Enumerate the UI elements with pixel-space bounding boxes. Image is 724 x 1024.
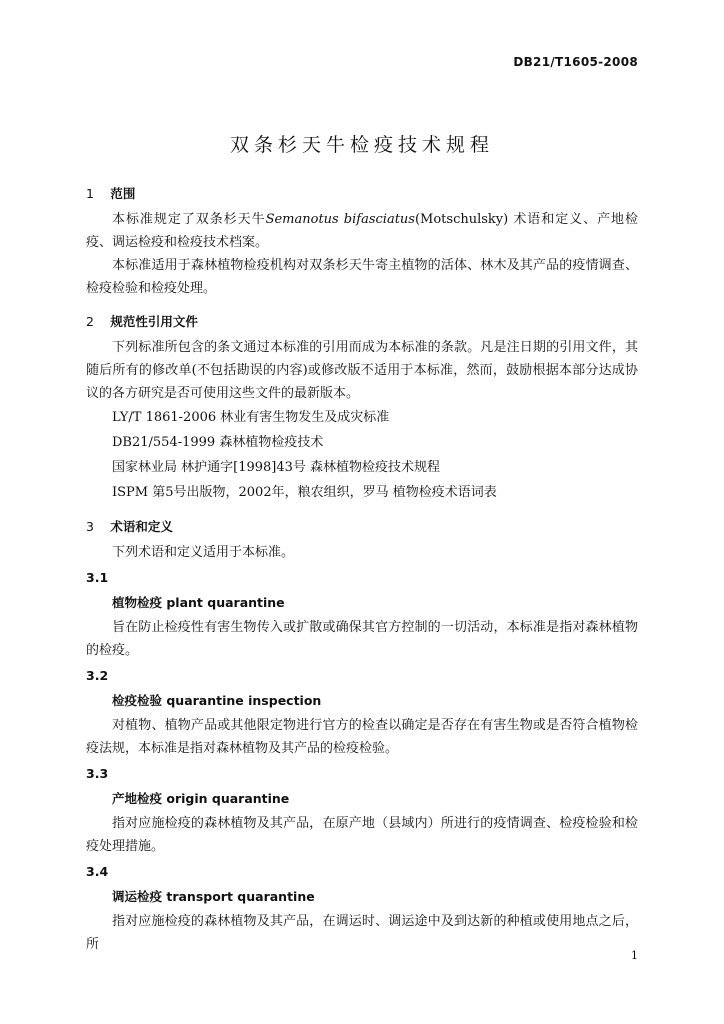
- reference-item: LY/T 1861-2006 林业有害生物发生及成灾标准: [112, 410, 390, 425]
- terms-intro: 下列术语和定义适用于本标准。: [112, 545, 295, 560]
- clause-number: 3.1: [86, 570, 109, 585]
- scope-text-b: (Motschulsky) 术语和定义、产地检疫、调运检疫和检疫技术档案。: [86, 212, 638, 250]
- scope-paragraph-2: 本标准适用于森林植物检疫机构对双条杉天牛寄主植物的活体、林木及其产品的疫情调查、检疫检验和检疫处理。: [86, 258, 638, 296]
- clause-number: 3.3: [86, 766, 109, 781]
- section-number: 3: [86, 519, 94, 534]
- section-number: 2: [86, 314, 94, 329]
- section-heading-terms: [86, 516, 638, 538]
- term-definition: 指对应施检疫的森林植物及其产品，在原产地（县域内）所进行的疫情调查、检疫检验和检疫处理措施。: [86, 816, 638, 854]
- section-title: 规范性引用文件: [110, 314, 198, 329]
- term-definition: 对植物、植物产品或其他限定物进行官方的检查以确定是否存在有害生物或是否符合植物检疫法规，本标准是指对森林植物及其产品的检疫检验。: [86, 718, 638, 756]
- reference-item: ISPM 第5号出版物，2002年，粮农组织，罗马 植物检疫术语词表: [112, 485, 497, 500]
- term-definition: 旨在防止检疫性有害生物传入或扩散或确保其官方控制的一切活动，本标准是指对森林植物的检疫。: [86, 620, 638, 658]
- section-heading-normative: [86, 311, 638, 333]
- document-body: [86, 178, 638, 956]
- reference-item: DB21/554-1999 森林植物检疫技术: [112, 435, 324, 450]
- page-number: 1: [631, 949, 638, 962]
- reference-item: 国家林业局 林护通字[1998]43号 森林植物检疫技术规程: [112, 460, 441, 475]
- term-definition: 指对应施检疫的森林植物及其产品，在调运时、调运途中及到达新的种植或使用地点之后，所: [86, 914, 638, 952]
- clause-number: 3.2: [86, 668, 109, 683]
- section-number: 1: [86, 186, 94, 201]
- term-title: 植物检疫 plant quarantine: [112, 595, 285, 610]
- term-title: 检疫检验 quarantine inspection: [112, 693, 322, 708]
- section-title: 术语和定义: [110, 519, 173, 534]
- scope-text-a: 本标准规定了双条杉天牛: [112, 212, 266, 227]
- document-title: 双条杉天牛检疫技术规程: [229, 134, 494, 156]
- term-title: 调运检疫 transport quarantine: [112, 889, 315, 904]
- scope-paragraph-1: [86, 208, 638, 254]
- section-title: 范围: [110, 186, 136, 201]
- section-heading-scope: [86, 183, 638, 205]
- normative-intro: 下列标准所包含的条文通过本标准的引用而成为本标准的条款。凡是注日期的引用文件，其随后所有的修改单(不包括勘误的内容)或修改版不适用于本标准，然而，鼓励根据本部分达成协议的各方研究是否可使用这些文件的最新版本。: [86, 340, 638, 401]
- clause-number: 3.4: [86, 864, 109, 879]
- latin-name: Semanotus bifasciatus: [265, 212, 415, 227]
- standard-number: DB21/T1605-2008: [513, 55, 638, 69]
- term-title: 产地检疫 origin quarantine: [112, 791, 290, 806]
